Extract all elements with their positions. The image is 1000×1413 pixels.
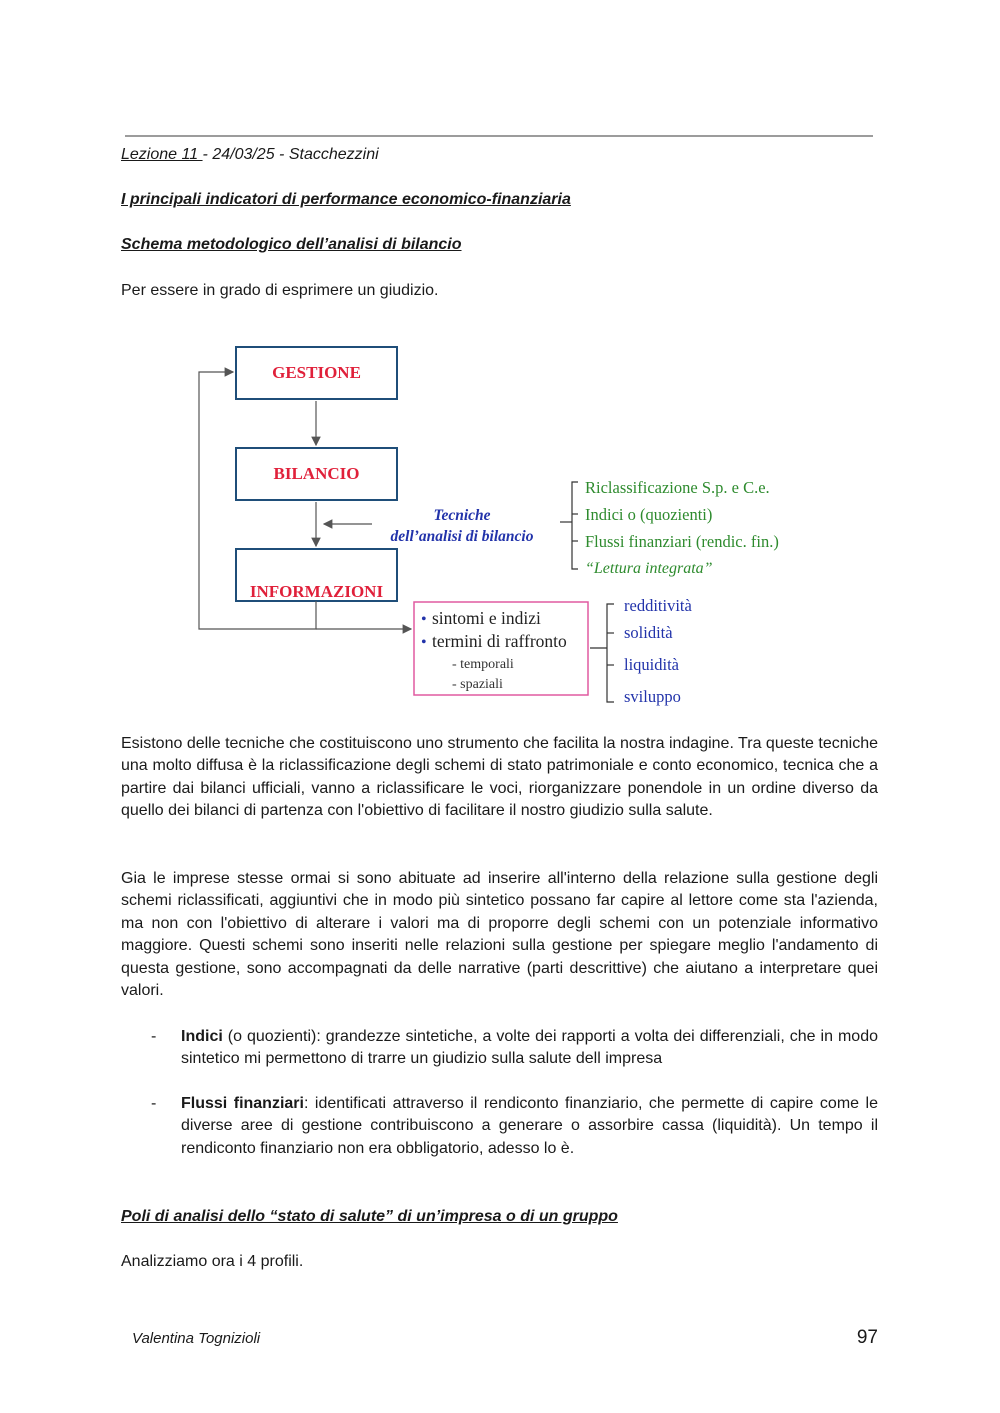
section-schema-title: Schema metodologico dell’analisi di bilancio bbox=[121, 236, 462, 253]
bullet-indici bbox=[181, 1026, 878, 1071]
section-poli-text: Analizziamo ora i 4 profili. bbox=[121, 1253, 304, 1270]
bullet-flussi-term: Flussi finanziari bbox=[181, 1095, 304, 1112]
bullet-dash: - bbox=[151, 1095, 157, 1112]
bullet-dash: - bbox=[151, 1028, 157, 1045]
profile-solidita: solidità bbox=[624, 623, 673, 642]
profiles-bracket bbox=[607, 604, 614, 702]
bullet-indici-text: (o quozienti): grandezze sintetiche, a volte dei rapporti a volta dei differenziali, che in modo sintetico mi permettono di trarre un giudizio sulla salute dell impresa bbox=[181, 1028, 878, 1068]
box-informazioni-label: INFORMAZIONI bbox=[249, 582, 384, 601]
box-bilancio-label: BILANCIO bbox=[273, 464, 360, 483]
box-gestione-label: GESTIONE bbox=[272, 363, 361, 382]
lesson-label: Lezione 11 bbox=[121, 146, 203, 163]
paragraph-imprese: Gia le imprese stesse ormai si sono abituate ad inserire all'interno della relazione sulla gestione degli schemi riclassificati, aggiuntivi che in modo più sintetico possano far capire al lettore come sta l'azienda, ma non con l'obiettivo di alterare i valori ma di proporre degli schemi con un potenziale informativo maggiore. Questi schemi sono inseriti nelle relazioni sulla gestione per spiegare meglio l'andamento di questa gestione, sono accompagnati da delle narrative (parti descrittive) che aiutano a interpretare quei valori. bbox=[121, 870, 878, 1000]
info-spaziali: - spaziali bbox=[452, 677, 503, 692]
info-termini: termini di raffronto bbox=[432, 631, 567, 651]
profile-redditivita: redditività bbox=[624, 596, 692, 615]
footer-author: Valentina Tognizioli bbox=[132, 1330, 261, 1347]
technique-riclassificazione: Riclassificazione S.p. e C.e. bbox=[585, 478, 770, 497]
tecniche-label-line1: Tecniche bbox=[433, 507, 491, 524]
lesson-date-author: - 24/03/25 - Stacchezzini bbox=[202, 146, 379, 163]
main-title: I principali indicatori di performance economico-finanziaria bbox=[121, 191, 571, 208]
bullet-dot-icon: • bbox=[421, 611, 427, 628]
technique-flussi: Flussi finanziari (rendic. fin.) bbox=[585, 532, 779, 551]
info-temporali: - temporali bbox=[452, 657, 514, 672]
bullet-dot-icon: • bbox=[421, 634, 427, 651]
section-poli-title: Poli di analisi dello “stato di salute” di un’impresa o di un gruppo bbox=[121, 1208, 618, 1225]
paragraph-tecniche: Esistono delle tecniche che costituiscono uno strumento che facilita la nostra indagine. Tra queste tecniche una molto diffusa è la riclassificazione degli schemi di stato patrimoniale e conto economico, tecnica che a partire dai bilanci ufficiali, vanno a riclassificare le voci, riorganizzare ponendole in un ordine diverso da quello dei bilanci di partenza con l'obiettivo di facilitare il nostro giudizio sulla salute. bbox=[121, 735, 878, 820]
technique-indici: Indici o (quozienti) bbox=[585, 505, 713, 524]
info-sintomi: sintomi e indizi bbox=[432, 608, 541, 628]
techniques-bracket bbox=[572, 482, 578, 569]
section-schema-intro: Per essere in grado di esprimere un giudizio. bbox=[121, 282, 439, 299]
bullet-flussi bbox=[181, 1093, 878, 1160]
page-number: 97 bbox=[856, 1327, 878, 1348]
technique-lettura-integrata: “Lettura integrata” bbox=[585, 560, 713, 577]
profile-liquidita: liquidità bbox=[624, 655, 679, 674]
tecniche-label-line2: dell’analisi di bilancio bbox=[390, 528, 534, 545]
bullet-flussi-text: : identificati attraverso il rendiconto finanziario, che permette di capire come le diverse aree di gestione contribuiscono a generare o assorbire cassa (liquidità). Un tempo il rendiconto finanziario non era obbligatorio, adesso lo è. bbox=[181, 1095, 878, 1157]
profile-sviluppo: sviluppo bbox=[624, 687, 681, 706]
bullet-indici-term: Indici bbox=[181, 1028, 223, 1045]
